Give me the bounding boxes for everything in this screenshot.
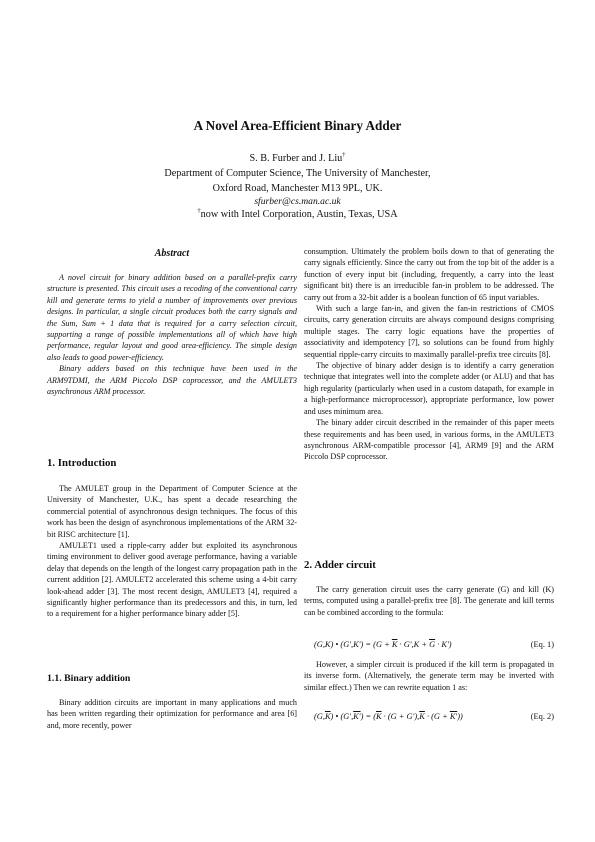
equation-1-number: (Eq. 1) [530, 640, 554, 649]
affiliation-line-2: Oxford Road, Manchester M13 9PL, UK. [212, 183, 383, 194]
note-mark: † [197, 207, 201, 215]
note-text: now with Intel Corporation, Austin, Texas, USA [200, 209, 398, 220]
section-2-heading: 2. Adder circuit [304, 559, 376, 571]
section-2-paragraph-1: The carry generation circuit uses the carry generate (G) and kill (K) terms, computed using a parallel-prefix tree [8]. The generate and kill terms can be combined according to the formula: [304, 585, 554, 617]
section-2-body [304, 584, 554, 618]
section-1-1-paragraph-1: Binary addition circuits are important in many applications and much has been written regarding their optimization for performance and area [6] and, more recently, power [47, 698, 297, 730]
right-paragraph-4: The binary adder circuit described in the remainder of this paper meets these requirements and has been used, in various forms, in the AMULET3 asynchronous ARM-compatible processor [4], ARM9 [9] and the ARM Piccolo DSP coprocessor. [304, 418, 554, 462]
equation-2-number: (Eq. 2) [530, 712, 554, 721]
right-column-body [304, 246, 554, 463]
affiliation-line-1: Department of Computer Science, The University of Manchester, [164, 168, 431, 179]
section-1-paragraph-2: AMULET1 used a ripple-carry adder but exploited its asynchronous timing environment to deliver good average performance, having a variable delay that depends on the length of the longest carry propagation path in the current addition [2]. AMULET2 accelerated this scheme using a 4-bit carry look-ahead adder [3]. The most recent design, AMULET3 [4], required a significantly higher performance than its predecessors and this, in turn, led to a requirement for a higher performance binary adder [5]. [47, 541, 297, 619]
abstract-heading: Abstract [154, 248, 190, 259]
author-note [0, 209, 595, 220]
section-1-body [47, 483, 297, 620]
section-1-heading: 1. Introduction [47, 457, 117, 469]
paper-title: A Novel Area-Efficient Binary Adder [193, 118, 402, 133]
section-1-1-body [47, 697, 297, 731]
equation-1-expression: (G,K) • $(G',K') = (G + \overline{K} \cdot G',K + \overline{G} \cdot K')$ [314, 640, 452, 649]
authors: S. B. Furber and J. Liu [249, 153, 343, 164]
author-footnote-mark: † [342, 151, 346, 159]
author-line [0, 153, 595, 164]
section-1-1-heading: 1.1. Binary addition [47, 673, 131, 684]
right-paragraph-2: With such a large fan-in, and given the fan-in restrictions of CMOS circuits, carry generation circuits are always compound designs comprising multiple stages. The carry logic equations have the properties of associativity and idempotency [7], so solutions can be found from highly sequential ripple-carry circuits to maximally parallel-prefix tree circuits [8]. [304, 304, 554, 359]
section-2-body-continued [304, 659, 554, 693]
abstract-paragraph-2: Binary adders based on this technique have been used in the ARM9TDMI, the ARM Piccolo DSP coprocessor, and the AMULET3 asynchronous ARM processor. [47, 364, 297, 397]
continued-paragraph: consumption. Ultimately the problem boils down to that of generating the carry signals efficiently. Since the carry out from the top bit of the adder is a function of every input bit (including, frequently, a carry into the least significant bit) there is an irreducible fan-in problem to be addressed. The carry out from a 32-bit adder is a boolean function of 65 input variables. [304, 247, 554, 302]
section-2-paragraph-2: However, a simpler circuit is produced if the kill term is propagated in its inverse form. (Alternatively, the generate term may be inverted with similar effect.) Then we can rewrite equation 1 as: [304, 660, 554, 692]
author-email: sfurber@cs.man.ac.uk [254, 196, 341, 207]
equation-2-expression: $(G,\overline{K})$ • $(G',K') = (\overline{K} \cdot (G + G'),\overline{K} \cdot (G + K'))$ [314, 712, 463, 721]
right-paragraph-3: The objective of binary adder design is to identify a carry generation technique that integrates well into the complete adder (or ALU) and that has high regularity (particularly when used in a custom datapath, for example in a high-performance microprocessor), appropriate performance, low power and uses minimum area. [304, 361, 554, 416]
section-1-paragraph-1: The AMULET group in the Department of Computer Science at the University of Manchester, U.K., has spent a decade researching the commercial potential of asynchronous design techniques. The focus of this work has been the design of asynchronous implementations of the ARM 32-bit RISC architecture [1]. [47, 484, 297, 539]
abstract-body [47, 272, 297, 397]
abstract-paragraph-1: A novel circuit for binary addition based on a parallel-prefix carry structure is presented. This circuit uses a recoding of the conventional carry kill and generate terms to yield a number of improvements over previous designs. In particular, a single circuit produces both the carry signals and the Sum, Sum + 1 data that is required for a carry selection circuit, supporting a range of possible implementations all of which have high performance, regular layout and good area-efficiency. The simple design also leads to good power-efficiency. [47, 273, 297, 362]
